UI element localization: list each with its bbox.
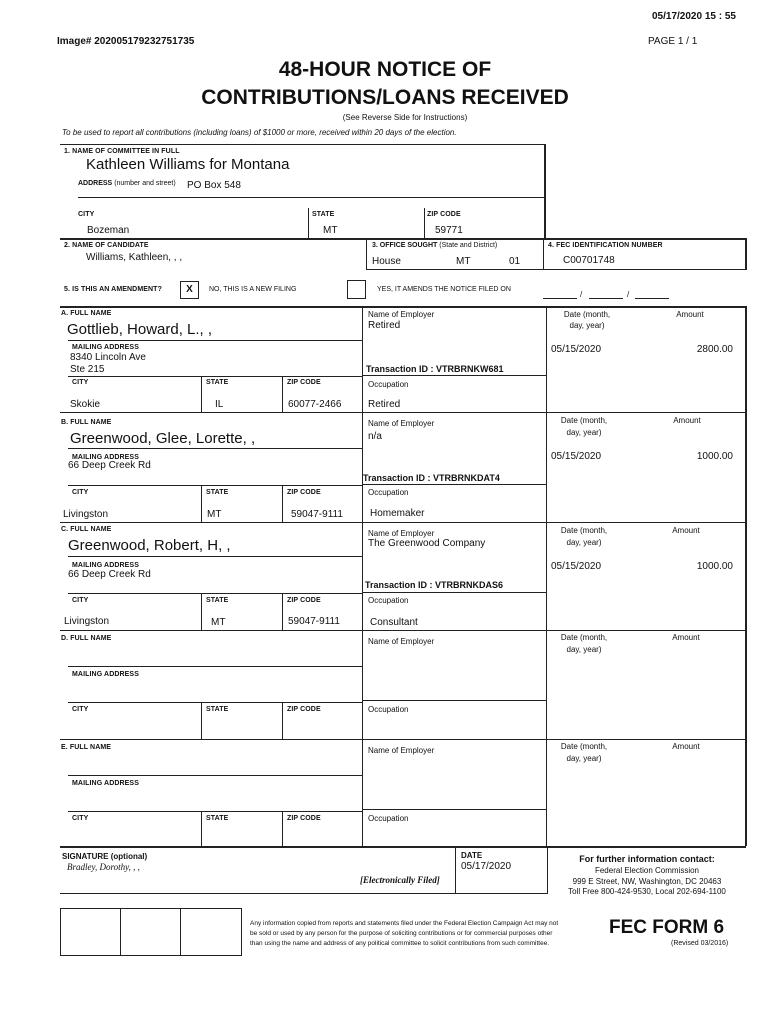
- date-label: Date (month,: [560, 526, 608, 535]
- occupation-label: Occupation: [368, 705, 409, 714]
- rule: [589, 298, 623, 299]
- contribution-date: 05/15/2020: [551, 451, 602, 462]
- date-sep-1: /: [580, 290, 583, 299]
- rule: [60, 306, 746, 308]
- committee-address-label: ADDRESS: [78, 180, 113, 187]
- rule: [362, 809, 546, 810]
- notice-line3: than using the name and address of any political committee to solicit contributions from such committee.: [250, 940, 550, 947]
- rule: [68, 376, 362, 377]
- mailing-label: MAILING ADDRESS: [72, 454, 139, 461]
- date-label: Date (month,: [560, 633, 608, 642]
- address-line1: 66 Deep Creek Rd: [68, 460, 151, 471]
- occupation-label: Occupation: [368, 596, 409, 605]
- office-label: 3. OFFICE SOUGHT: [372, 242, 438, 249]
- rule: [546, 306, 547, 846]
- occupation-label: Occupation: [368, 380, 409, 389]
- committee-state: MT: [323, 225, 338, 236]
- rule: [308, 208, 309, 239]
- mailing-label: MAILING ADDRESS: [72, 671, 139, 678]
- committee-zip-label: ZIP CODE: [427, 211, 461, 218]
- zip: 59047-9111: [288, 616, 340, 627]
- city-label: CITY: [72, 597, 89, 604]
- candidate-name: Williams, Kathleen, , ,: [86, 252, 183, 263]
- rule: [366, 269, 746, 270]
- form-title-line2: CONTRIBUTIONS/LOANS RECEIVED: [201, 86, 569, 109]
- fec-id: C00701748: [563, 255, 615, 266]
- rule: [60, 238, 746, 240]
- form-title-line1: 48-HOUR NOTICE OF: [278, 58, 492, 81]
- rule: [282, 593, 283, 630]
- rule: [282, 376, 283, 412]
- employer: n/a: [368, 431, 382, 442]
- yes-label: YES, IT AMENDS THE NOTICE FILED ON: [377, 286, 511, 293]
- rule: [68, 448, 362, 449]
- date-label-sig: DATE: [461, 851, 483, 860]
- office: House: [372, 256, 401, 267]
- contributor-label: A. FULL NAME: [61, 310, 112, 317]
- zip-label: ZIP CODE: [287, 379, 321, 386]
- occupation: Retired: [368, 399, 401, 410]
- occupation: Consultant: [370, 617, 418, 628]
- office-use-boxes: [60, 908, 242, 956]
- contact-line3: Toll Free 800-424-9530, Local 202-694-1100: [568, 887, 726, 896]
- contact-line2: 999 E Street, NW, Washington, DC 20463: [572, 877, 722, 886]
- rule: [362, 592, 546, 593]
- rule: [201, 702, 202, 739]
- address-line2: Ste 215: [70, 364, 105, 375]
- contributor-name: Gottlieb, Howard, L., ,: [67, 321, 213, 338]
- committee-city: Bozeman: [87, 225, 130, 236]
- committee-zip: 59771: [435, 225, 463, 236]
- rule: [180, 908, 181, 955]
- date-label: Date (month,: [560, 742, 608, 751]
- rule: [201, 485, 202, 522]
- committee-name: Kathleen Williams for Montana: [86, 156, 290, 173]
- city: Livingston: [64, 616, 110, 627]
- amount-label: Amount: [672, 742, 700, 751]
- amount-label: Amount: [672, 526, 700, 535]
- employer-label: Name of Employer: [368, 310, 435, 319]
- transaction-id: Transaction ID : VTRBRNKDAT4: [363, 473, 500, 483]
- image-id: Image# 202005179232751735: [57, 36, 195, 47]
- address-line1: 8340 Lincoln Ave: [70, 352, 146, 363]
- rule: [68, 702, 362, 703]
- contact-line1: Federal Election Commission: [594, 866, 700, 875]
- committee-address-label-wrap: [78, 180, 176, 187]
- signature-name: Bradley, Dorothy, , ,: [67, 862, 140, 872]
- no-checkbox[interactable]: X: [180, 281, 199, 299]
- rule: [68, 811, 362, 812]
- signature-date: 05/17/2020: [461, 861, 512, 872]
- contribution-amount: 2800.00: [696, 344, 733, 355]
- zip-label: ZIP CODE: [287, 706, 321, 713]
- contributor-label: B. FULL NAME: [61, 419, 112, 426]
- rule: [455, 893, 548, 894]
- employer-label: Name of Employer: [368, 419, 435, 428]
- committee-city-label: CITY: [78, 211, 95, 218]
- employer: The Greenwood Company: [368, 538, 486, 549]
- candidate-name-label: 2. NAME OF CANDIDATE: [64, 242, 149, 249]
- date-label-2: day, year): [569, 321, 605, 330]
- contribution-amount: 1000.00: [696, 561, 733, 572]
- rule: [60, 846, 746, 848]
- rule: [60, 412, 746, 413]
- mailing-label: MAILING ADDRESS: [72, 344, 139, 351]
- date-label: Date (month,: [560, 416, 608, 425]
- state-label: STATE: [206, 815, 229, 822]
- electronically-filed: [Electronically Filed]: [360, 875, 440, 885]
- no-label: NO, THIS IS A NEW FILING: [209, 286, 297, 293]
- city-label: CITY: [72, 489, 89, 496]
- state-label: STATE: [206, 489, 229, 496]
- date-label-2: day, year): [566, 754, 602, 763]
- rule: [60, 144, 545, 145]
- notice-line1: Any information copied from reports and statements filed under the Federal Election Campaign Act may not: [250, 920, 559, 927]
- rule: [68, 340, 362, 341]
- contributor-name: Greenwood, Glee, Lorette, ,: [70, 430, 256, 447]
- revised-date: (Revised 03/2016): [671, 940, 729, 947]
- employer: Retired: [368, 320, 401, 331]
- employer-label: Name of Employer: [368, 746, 435, 755]
- rule: [201, 376, 202, 412]
- rule: [120, 908, 121, 955]
- rule: [544, 144, 546, 240]
- rule: [60, 522, 746, 523]
- rule: [60, 893, 455, 894]
- employer-label: Name of Employer: [368, 529, 435, 538]
- rule: [543, 238, 544, 270]
- signature-label: SIGNATURE (optional): [62, 852, 148, 861]
- yes-checkbox[interactable]: [347, 280, 366, 299]
- rule: [68, 556, 362, 557]
- state-label: STATE: [206, 597, 229, 604]
- city-label: CITY: [72, 815, 89, 822]
- committee-name-label: 1. NAME OF COMMITTEE IN FULL: [64, 148, 180, 155]
- state-label: STATE: [206, 706, 229, 713]
- address-line1: 66 Deep Creek Rd: [68, 569, 151, 580]
- rule: [362, 306, 363, 846]
- office-state: MT: [456, 256, 471, 267]
- rule: [68, 485, 362, 486]
- employer-label: Name of Employer: [368, 637, 435, 646]
- rule: [366, 238, 367, 270]
- committee-address: PO Box 548: [187, 180, 241, 191]
- timestamp: 05/17/2020 15 : 55: [652, 11, 736, 22]
- amendment-label: 5. IS THIS AN AMENDMENT?: [64, 286, 162, 293]
- rule: [362, 375, 546, 376]
- date-label-2: day, year): [566, 645, 602, 654]
- form-name: FEC FORM 6: [609, 917, 725, 938]
- rule: [362, 700, 546, 701]
- rule: [424, 208, 425, 239]
- rule: [543, 298, 577, 299]
- occupation-label: Occupation: [368, 488, 409, 497]
- rule: [68, 666, 362, 667]
- rule: [68, 593, 362, 594]
- date-sep-2: /: [627, 290, 630, 299]
- zip-label: ZIP CODE: [287, 489, 321, 496]
- zip-label: ZIP CODE: [287, 815, 321, 822]
- date-label: Date (month,: [563, 310, 611, 319]
- notice-line2: be sold or used by any person for the purpose of soliciting contributions or for commercial purposes other: [250, 930, 553, 937]
- contribution-date: 05/15/2020: [551, 344, 602, 355]
- form-instruction: To be used to report all contributions (including loans) of $1000 or more, received within 20 days of the election.: [62, 128, 457, 137]
- committee-state-label: STATE: [312, 211, 335, 218]
- zip-label: ZIP CODE: [287, 597, 321, 604]
- state: IL: [215, 399, 224, 410]
- form-subtitle: (See Reverse Side for Instructions): [342, 113, 468, 122]
- rule: [282, 485, 283, 522]
- date-label-2: day, year): [566, 428, 602, 437]
- zip: 59047-9111: [291, 509, 343, 520]
- city: Livingston: [63, 509, 109, 520]
- rule: [78, 197, 544, 198]
- transaction-id: Transaction ID : VTRBRNKW681: [366, 364, 504, 374]
- rule: [60, 739, 746, 740]
- occupation: Homemaker: [370, 508, 425, 519]
- amount-label: Amount: [672, 633, 700, 642]
- rule: [362, 484, 546, 485]
- mailing-label: MAILING ADDRESS: [72, 562, 139, 569]
- rule: [201, 811, 202, 847]
- amount-label: Amount: [676, 310, 704, 319]
- rule: [68, 775, 362, 776]
- committee-address-hint: (number and street): [114, 180, 176, 187]
- amount-label: Amount: [673, 416, 701, 425]
- mailing-label: MAILING ADDRESS: [72, 780, 139, 787]
- date-label-2: day, year): [566, 538, 602, 547]
- city-label: CITY: [72, 706, 89, 713]
- contribution-amount: 1000.00: [696, 451, 733, 462]
- office-hint: (State and District): [439, 242, 498, 249]
- transaction-id: Transaction ID : VTRBRNKDAS6: [365, 580, 504, 590]
- rule: [745, 238, 747, 270]
- contribution-date: 05/15/2020: [551, 561, 602, 572]
- occupation-label: Occupation: [368, 814, 409, 823]
- contributor-label: E. FULL NAME: [61, 744, 112, 751]
- rule: [60, 630, 746, 631]
- rule: [745, 306, 747, 846]
- fec-id-label: 4. FEC IDENTIFICATION NUMBER: [548, 242, 663, 249]
- office-district: 01: [509, 256, 521, 267]
- city-label: CITY: [72, 379, 89, 386]
- zip: 60077-2466: [288, 399, 342, 410]
- office-label-wrap: [372, 242, 497, 249]
- contributor-label: C. FULL NAME: [61, 526, 112, 533]
- rule: [282, 811, 283, 847]
- state-label: STATE: [206, 379, 229, 386]
- rule: [201, 593, 202, 630]
- contact-title: For further information contact:: [579, 854, 715, 864]
- rule: [455, 846, 456, 894]
- contributor-label: D. FULL NAME: [61, 635, 112, 642]
- state: MT: [207, 509, 222, 520]
- rule: [635, 298, 669, 299]
- rule: [282, 702, 283, 739]
- contributor-name: Greenwood, Robert, H, ,: [68, 537, 231, 554]
- page-number: PAGE 1 / 1: [648, 36, 698, 47]
- city: Skokie: [70, 399, 101, 410]
- state: MT: [211, 617, 226, 628]
